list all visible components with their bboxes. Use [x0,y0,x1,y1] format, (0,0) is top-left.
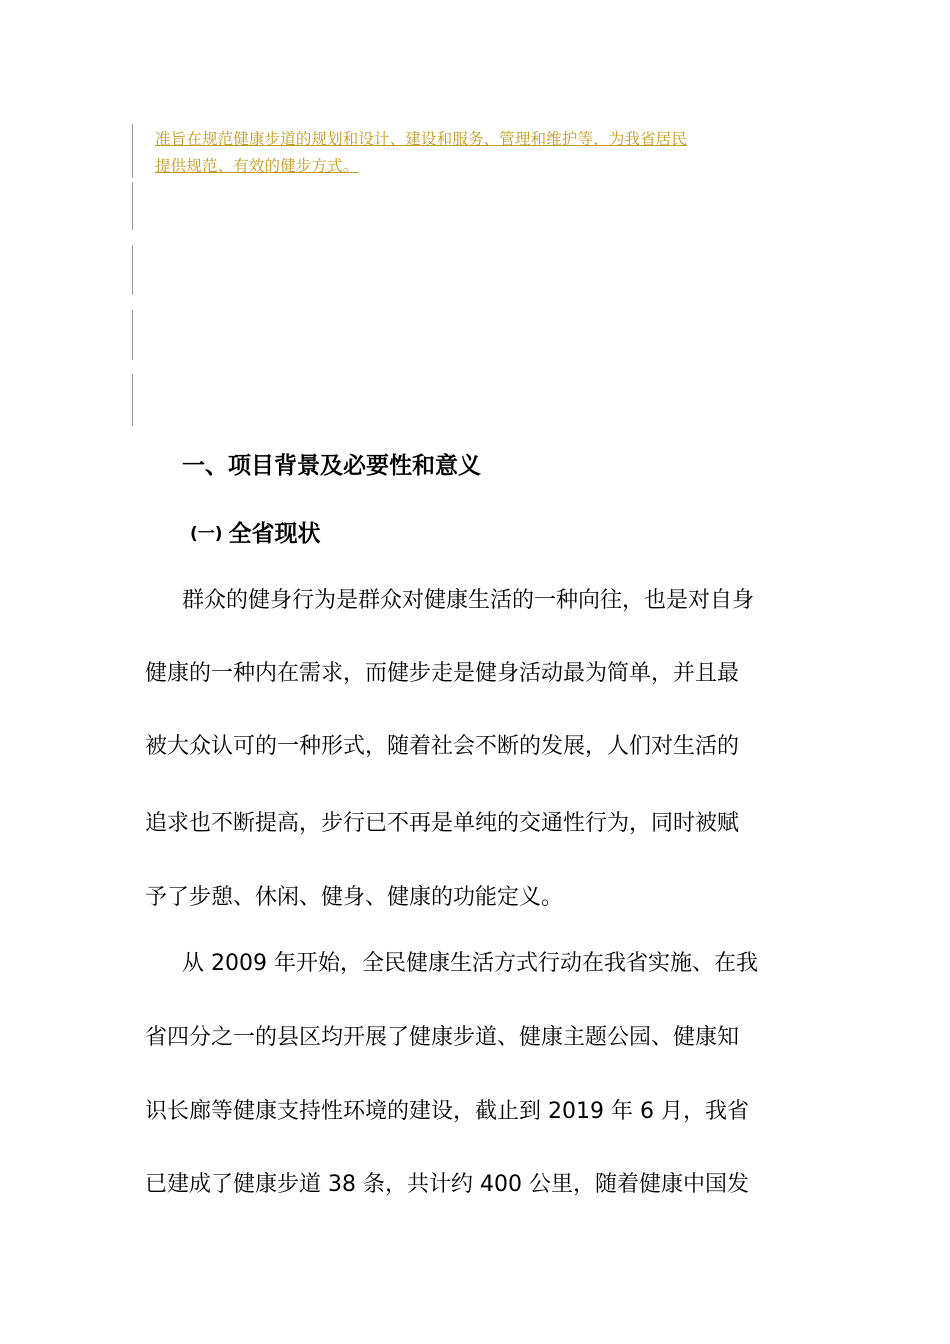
paragraph-line: 群众的健身行为是群众对健康生活的一种向往，也是对自身 [182,588,755,613]
paragraph-line: 从 2009 年开始，全民健康生活方式行动在我省实施、在我 [182,951,758,976]
paragraph-line: 已建成了健康步道 38 条，共计约 400 公里，随着健康中国发 [145,1172,749,1197]
revision-bar [132,245,133,295]
tracked-line: 提供规范、有效的健步方式。 [155,157,359,175]
subsection-heading [190,517,321,551]
tracked-insertion [155,126,815,180]
paragraph-line: 予了步憩、休闲、健身、健康的功能定义。 [145,885,564,910]
section-heading: 一、项目背景及必要性和意义 [182,453,481,479]
revision-bar [132,182,133,230]
paragraph-line: 追求也不断提高，步行已不再是单纯的交通性行为，同时被赋 [145,811,740,836]
paragraph-line: 被大众认可的一种形式，随着社会不断的发展，人们对生活的 [145,734,740,759]
paragraph-line: 省四分之一的县区均开展了健康步道、健康主题公园、健康知 [145,1025,740,1050]
revision-bar [132,374,133,426]
revision-bar [132,124,133,178]
revision-bar [132,310,133,360]
subsection-title: 全省现状 [228,521,321,547]
paragraph-line: 健康的一种内在需求，而健步走是健身活动最为简单，并且最 [145,661,740,686]
tracked-line: 准旨在规范健康步道的规划和设计、建设和服务、管理和维护等，为我省居民 [155,130,688,148]
paragraph-line: 识长廊等健康支持性环境的建设，截止到 2019 年 6 月，我省 [145,1099,749,1124]
subsection-number: (一) [190,524,223,544]
